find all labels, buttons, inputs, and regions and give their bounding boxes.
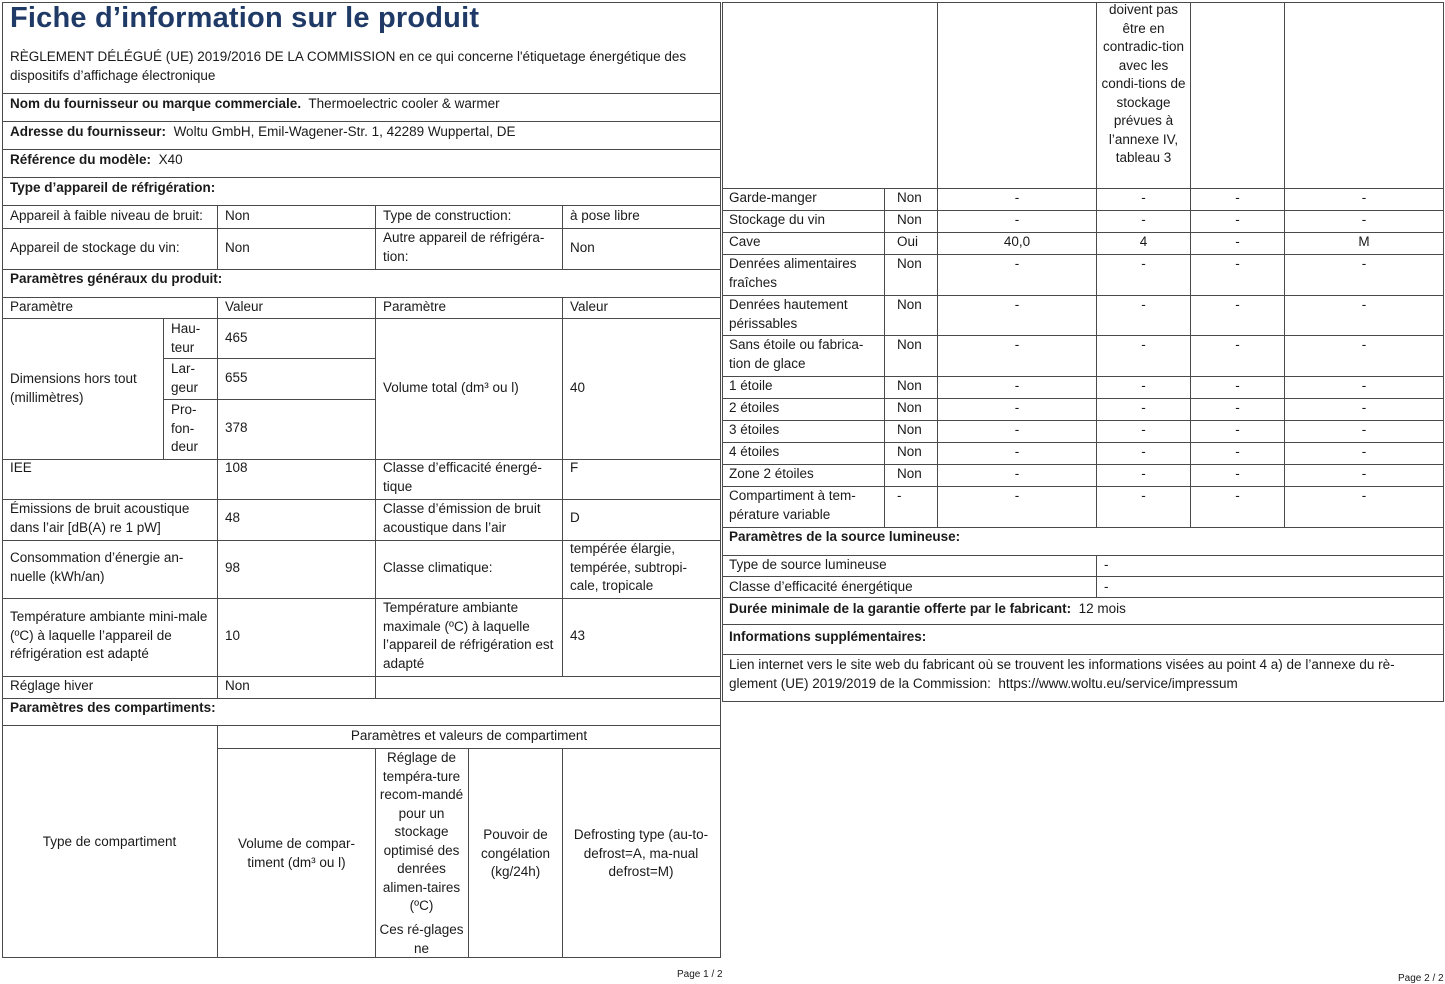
light-class-label: Classe d’efficacité énergétique bbox=[729, 579, 913, 594]
compartment-present: Non bbox=[897, 190, 922, 205]
compartment-temp: - bbox=[1141, 466, 1146, 481]
general-heading: Paramètres généraux du produit: bbox=[10, 271, 223, 286]
compartment-freeze: - bbox=[1235, 190, 1240, 205]
compartment-name: 1 étoile bbox=[729, 378, 773, 393]
low-noise-label: Appareil à faible niveau de bruit: bbox=[10, 208, 203, 223]
comp-temp-header-cont: Ces ré-glages ne bbox=[379, 922, 464, 956]
light-type-label: Type de source lumineuse bbox=[729, 557, 887, 572]
compartment-present: Non bbox=[897, 444, 922, 459]
energy-value: 98 bbox=[225, 560, 241, 575]
compartment-volume: - bbox=[1014, 297, 1020, 312]
page-1-frame bbox=[2, 2, 721, 958]
model-row bbox=[10, 151, 183, 170]
light-type-value: - bbox=[1104, 557, 1109, 572]
compartment-freeze: - bbox=[1235, 234, 1240, 249]
address-value: Woltu GmbH, Emil-Wagener-Str. 1, 42289 Wuppertal, DE bbox=[173, 124, 516, 139]
compartment-defrost: - bbox=[1361, 378, 1367, 393]
compartment-freeze: - bbox=[1235, 378, 1240, 393]
low-noise-value: Non bbox=[225, 208, 250, 223]
compartment-name: 4 étoiles bbox=[729, 444, 780, 459]
compartment-defrost: - bbox=[1361, 466, 1367, 481]
winter-label: Réglage hiver bbox=[10, 678, 94, 693]
address-row bbox=[10, 123, 515, 142]
compartment-freeze: - bbox=[1235, 488, 1240, 503]
compartment-defrost: - bbox=[1361, 212, 1367, 227]
regulation-text: RÈGLEMENT DÉLÉGUÉ (UE) 2019/2016 DE LA COMMISSION en ce qui concerne l'étiquetage énergétique des dispositifs d’affichage électronique bbox=[10, 49, 687, 83]
iee-label: IEE bbox=[10, 460, 32, 475]
compartment-freeze: - bbox=[1235, 297, 1240, 312]
comp-volume-header: Volume de compar-timent (dm³ ou l) bbox=[237, 836, 356, 870]
compartment-volume: - bbox=[1014, 378, 1020, 393]
col-value-2: Valeur bbox=[570, 299, 609, 314]
compartment-temp: - bbox=[1141, 297, 1146, 312]
volume-value: 40 bbox=[570, 380, 586, 395]
wine-label: Appareil de stockage du vin: bbox=[10, 240, 180, 255]
max-temp-value: 43 bbox=[570, 628, 586, 643]
iee-value: 108 bbox=[225, 460, 248, 475]
type-heading: Type d’appareil de réfrigération: bbox=[10, 180, 216, 195]
compartment-volume: - bbox=[1014, 400, 1020, 415]
comp-type-header: Type de compartiment bbox=[42, 834, 177, 849]
col-value-1: Valeur bbox=[225, 299, 264, 314]
noise-value: 48 bbox=[225, 510, 241, 525]
construction-value: à pose libre bbox=[570, 208, 640, 223]
noise-class-label: Classe d’émission de bruit acoustique dans l’air bbox=[383, 501, 541, 535]
page-title: Fiche d’information sur le produit bbox=[10, 2, 480, 34]
compartment-present: Non bbox=[897, 422, 922, 437]
height-value: 465 bbox=[225, 330, 248, 345]
noise-label: Émissions de bruit acoustique dans l’air [dB(A) re 1 pW] bbox=[10, 501, 190, 535]
other-label: Autre appareil de réfrigéra-tion: bbox=[383, 230, 545, 264]
energy-label: Consommation d’énergie an-nuelle (kWh/an) bbox=[10, 550, 184, 584]
comp-temp-header: Réglage de tempéra-ture recom-mandé pour un stockage optimisé des denrées alimen-taires (ºC) bbox=[379, 750, 464, 913]
compartment-defrost: - bbox=[1361, 444, 1367, 459]
compartment-present: Non bbox=[897, 337, 922, 352]
compartment-present: Non bbox=[897, 378, 922, 393]
compartment-name: 3 étoiles bbox=[729, 422, 780, 437]
compartment-volume: - bbox=[1014, 256, 1020, 271]
model-label: Référence du modèle: bbox=[10, 152, 152, 167]
compartment-freeze: - bbox=[1235, 337, 1240, 352]
supplier-value: Thermoelectric cooler & warmer bbox=[308, 96, 500, 111]
max-temp-label: Température ambiante maximale (ºC) à laquelle l’appareil de réfrigération est adapté bbox=[383, 600, 554, 671]
compartment-defrost: - bbox=[1361, 297, 1367, 312]
compartment-present: Oui bbox=[897, 234, 919, 249]
compartment-freeze: - bbox=[1235, 400, 1240, 415]
compartment-defrost: - bbox=[1361, 422, 1367, 437]
compartment-freeze: - bbox=[1235, 444, 1240, 459]
min-temp-value: 10 bbox=[225, 628, 241, 643]
compartment-present: - bbox=[897, 488, 902, 503]
compartment-name: Stockage du vin bbox=[729, 212, 826, 227]
col-param-2: Paramètre bbox=[383, 299, 447, 314]
compartment-volume: - bbox=[1014, 466, 1020, 481]
compartment-temp: - bbox=[1141, 422, 1146, 437]
depth-label: Pro-fon-deur bbox=[171, 402, 199, 454]
comp-freeze-header: Pouvoir de congélation (kg/24h) bbox=[480, 827, 551, 879]
col-param-1: Paramètre bbox=[10, 299, 74, 314]
width-label: Lar-geur bbox=[171, 361, 199, 395]
manufacturer-url[interactable]: https://www.woltu.eu/service/impressum bbox=[998, 675, 1238, 691]
compartment-volume: - bbox=[1014, 190, 1020, 205]
info-text bbox=[729, 656, 1439, 693]
compartment-name: 2 étoiles bbox=[729, 400, 780, 415]
supplier-label: Nom du fournisseur ou marque commerciale. bbox=[10, 96, 302, 111]
compartment-volume: - bbox=[1014, 337, 1020, 352]
compartment-present: Non bbox=[897, 400, 922, 415]
compartment-volume: - bbox=[1014, 212, 1020, 227]
address-label: Adresse du fournisseur: bbox=[10, 124, 167, 139]
compartment-name: Zone 2 étoiles bbox=[729, 466, 814, 481]
compartment-defrost: - bbox=[1361, 190, 1367, 205]
supplier-row bbox=[10, 95, 500, 114]
compartment-present: Non bbox=[897, 212, 922, 227]
compartment-volume: - bbox=[1014, 444, 1020, 459]
climate-label: Classe climatique: bbox=[383, 560, 493, 575]
compartment-present: Non bbox=[897, 297, 922, 312]
compartment-volume: - bbox=[1014, 488, 1020, 503]
compartment-present: Non bbox=[897, 466, 922, 481]
compartment-temp: - bbox=[1141, 378, 1146, 393]
info-heading: Informations supplémentaires: bbox=[729, 629, 927, 644]
warranty-row bbox=[729, 600, 1126, 619]
construction-label: Type de construction: bbox=[383, 208, 512, 223]
compartment-name: Denrées hautement périssables bbox=[729, 297, 848, 331]
page-number-2: Page 2 / 2 bbox=[1398, 973, 1444, 984]
warranty-label: Durée minimale de la garantie offerte par le fabricant: bbox=[729, 601, 1072, 616]
eff-class-label: Classe d’efficacité énergé-tique bbox=[383, 460, 542, 494]
light-class-value: - bbox=[1104, 579, 1109, 594]
height-label: Hau-teur bbox=[171, 321, 201, 355]
compartment-freeze: - bbox=[1235, 422, 1240, 437]
compartment-present: Non bbox=[897, 256, 922, 271]
volume-label: Volume total (dm³ ou l) bbox=[383, 380, 519, 395]
compartment-temp: - bbox=[1141, 256, 1146, 271]
compartment-volume: 40,0 bbox=[1003, 234, 1031, 249]
temp-header-continuation: doivent pas être en contradic-tion avec les condi-tions de stockage prévues à l’annexe IV, tableau 3 bbox=[1101, 2, 1186, 165]
compartment-defrost: - bbox=[1361, 488, 1367, 503]
info-text-body: Lien internet vers le site web du fabricant où se trouvent les informations visées au point 4 a) de l’annexe du rè-glement (UE) 2019/2019 de la Commission: bbox=[729, 657, 1395, 691]
dims-label: Dimensions hors tout (millimètres) bbox=[10, 371, 137, 405]
warranty-value: 12 mois bbox=[1078, 601, 1126, 616]
light-heading: Paramètres de la source lumineuse: bbox=[729, 529, 961, 544]
eff-class-value: F bbox=[570, 460, 579, 475]
compartment-volume: - bbox=[1014, 422, 1020, 437]
compartment-name: Garde-manger bbox=[729, 190, 817, 205]
depth-value: 378 bbox=[225, 420, 248, 435]
compartment-temp: - bbox=[1141, 444, 1146, 459]
compartment-name: Compartiment à tem-pérature variable bbox=[729, 488, 856, 522]
compartment-temp: - bbox=[1141, 190, 1146, 205]
model-value: X40 bbox=[158, 152, 183, 167]
noise-class-value: D bbox=[570, 510, 580, 525]
comp-params-header: Paramètres et valeurs de compartiment bbox=[350, 728, 588, 743]
compartment-name: Denrées alimentaires fraîches bbox=[729, 256, 857, 290]
compartment-freeze: - bbox=[1235, 466, 1240, 481]
compartment-defrost: - bbox=[1361, 400, 1367, 415]
compartment-freeze: - bbox=[1235, 256, 1240, 271]
wine-value: Non bbox=[225, 240, 250, 255]
min-temp-label: Température ambiante mini-male (ºC) à laquelle l’appareil de réfrigération est adapté bbox=[10, 609, 208, 661]
compartment-freeze: - bbox=[1235, 212, 1240, 227]
other-value: Non bbox=[570, 240, 595, 255]
compartment-defrost: - bbox=[1361, 256, 1367, 271]
compartment-temp: - bbox=[1141, 212, 1146, 227]
climate-value: tempérée élargie, tempérée, subtropi-cale, tropicale bbox=[570, 541, 688, 593]
comp-defrost-header: Defrosting type (au-to-defrost=A, ma-nual defrost=M) bbox=[573, 827, 709, 879]
compartment-name: Sans étoile ou fabrica-tion de glace bbox=[729, 337, 864, 371]
compartment-defrost: - bbox=[1361, 337, 1367, 352]
width-value: 655 bbox=[225, 370, 248, 385]
compartment-temp: 4 bbox=[1139, 234, 1148, 249]
comp-heading: Paramètres des compartiments: bbox=[10, 700, 216, 715]
compartment-name: Cave bbox=[729, 234, 761, 249]
winter-value: Non bbox=[225, 678, 250, 693]
compartment-temp: - bbox=[1141, 488, 1146, 503]
compartment-temp: - bbox=[1141, 400, 1146, 415]
compartment-defrost: M bbox=[1358, 234, 1370, 249]
page-number-1: Page 1 / 2 bbox=[677, 969, 723, 980]
compartment-temp: - bbox=[1141, 337, 1146, 352]
